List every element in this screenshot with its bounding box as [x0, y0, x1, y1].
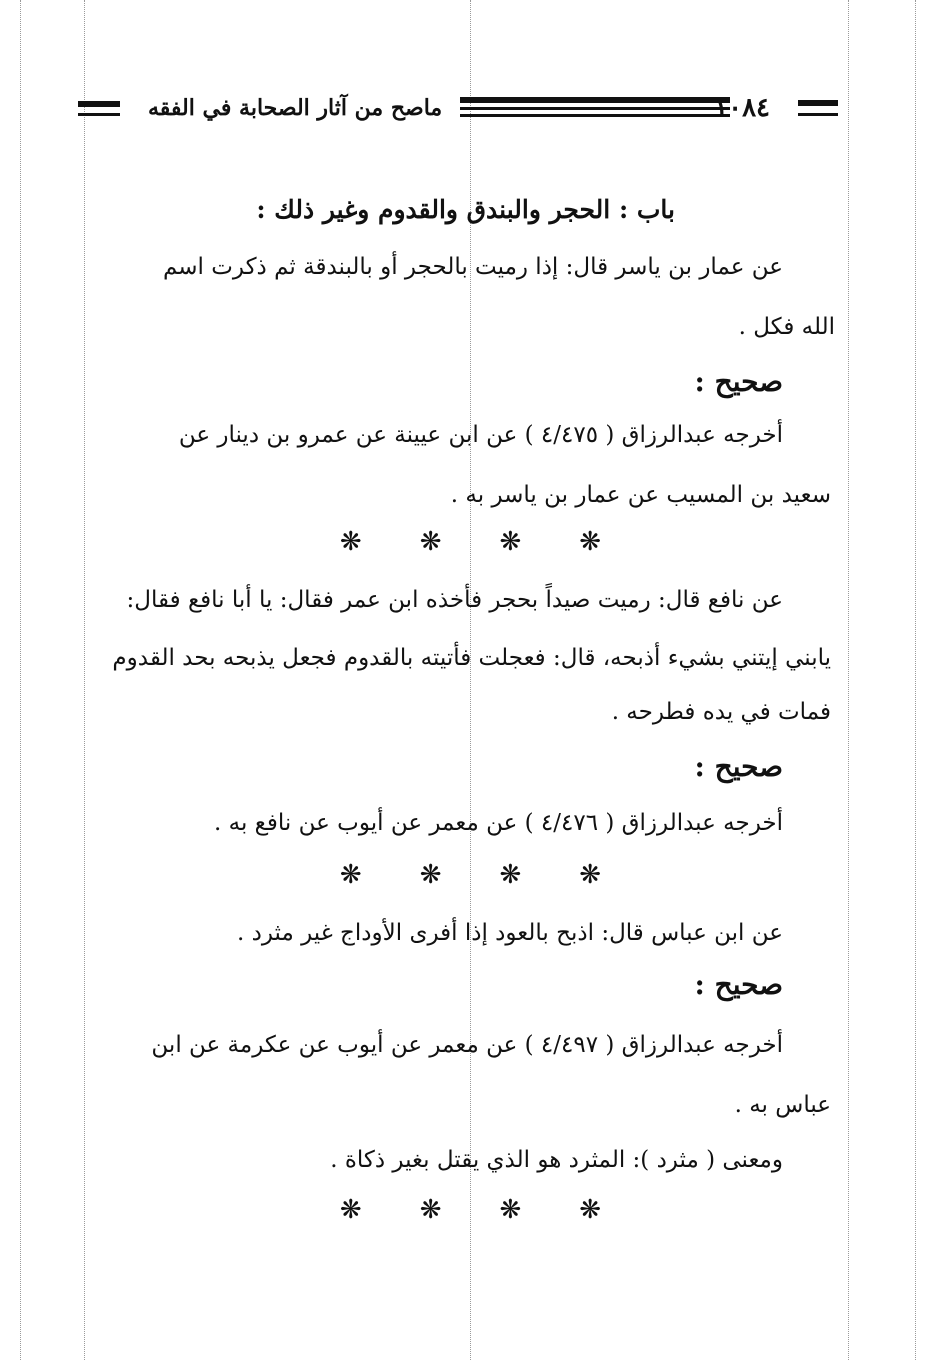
header-rule [798, 113, 838, 116]
section-separator [0, 860, 943, 890]
header-rule [460, 97, 730, 103]
text-line: أخرجه عبدالرزاق ( ٤/٤٧٥ ) عن ابن عيينة عن عمرو بن دينار عن [178, 422, 783, 448]
header-rule [78, 113, 120, 116]
section-heading: باب : الحجر والبندق والقدوم وغير ذلك : [256, 195, 675, 224]
star-ornament-icon: ❋ [579, 860, 604, 890]
margin-guide-line [848, 0, 849, 1360]
star-ornament-icon: ❋ [499, 527, 524, 557]
star-ornament-icon: ❋ [419, 1195, 444, 1225]
star-ornament-icon: ❋ [339, 1195, 364, 1225]
margin-guide-line [84, 0, 85, 1360]
page-header [78, 88, 838, 128]
star-ornament-icon: ❋ [419, 527, 444, 557]
text-line: الله فكل . [738, 314, 835, 340]
text-line: يابني إيتني بشيء أذبحه، قال: فعجلت فأتيته بالقدوم فجعل يذبحه بحد القدوم [112, 645, 831, 671]
star-ornament-icon: ❋ [499, 860, 524, 890]
text-line: عن عمار بن ياسر قال: إذا رميت بالحجر أو بالبندقة ثم ذكرت اسم [162, 254, 783, 280]
margin-guide-line [20, 0, 21, 1360]
star-ornament-icon: ❋ [419, 860, 444, 890]
header-rule [78, 101, 120, 107]
text-line: عباس به . [734, 1092, 831, 1118]
margin-guide-line [915, 0, 916, 1360]
star-ornament-icon: ❋ [579, 527, 604, 557]
text-line: ومعنى ( مثرد ): المثرد هو الذي يقتل بغير ذكاة . [330, 1147, 783, 1173]
running-title: ماصح من آثار الصحابة في الفقه [148, 95, 443, 121]
header-rule [460, 114, 730, 117]
text-line: عن نافع قال: رميت صيداً بحجر فأخذه ابن عمر فقال: يا أبا نافع فقال: [126, 587, 783, 613]
section-separator [0, 1195, 943, 1225]
text-line: سعيد بن المسيب عن عمار بن ياسر به . [450, 482, 831, 508]
text-line: أخرجه عبدالرزاق ( ٤/٤٧٦ ) عن معمر عن أيوب عن نافع به . [214, 810, 783, 836]
text-line: أخرجه عبدالرزاق ( ٤/٤٩٧ ) عن معمر عن أيوب عن عكرمة عن ابن [151, 1032, 783, 1058]
page-number: ١٠٨٤ [714, 93, 770, 123]
star-ornament-icon: ❋ [339, 860, 364, 890]
grade-label: صحيح : [694, 365, 783, 398]
grade-label: صحيح : [694, 968, 783, 1001]
grade-label: صحيح : [694, 750, 783, 783]
star-ornament-icon: ❋ [339, 527, 364, 557]
text-line: فمات في يده فطرحه . [611, 699, 831, 725]
text-line: عن ابن عباس قال: اذبح بالعود إذا أفرى الأوداج غير مثرد . [236, 920, 783, 946]
header-rule [460, 107, 730, 110]
section-separator [0, 527, 943, 557]
star-ornament-icon: ❋ [579, 1195, 604, 1225]
star-ornament-icon: ❋ [499, 1195, 524, 1225]
header-rule [798, 100, 838, 106]
